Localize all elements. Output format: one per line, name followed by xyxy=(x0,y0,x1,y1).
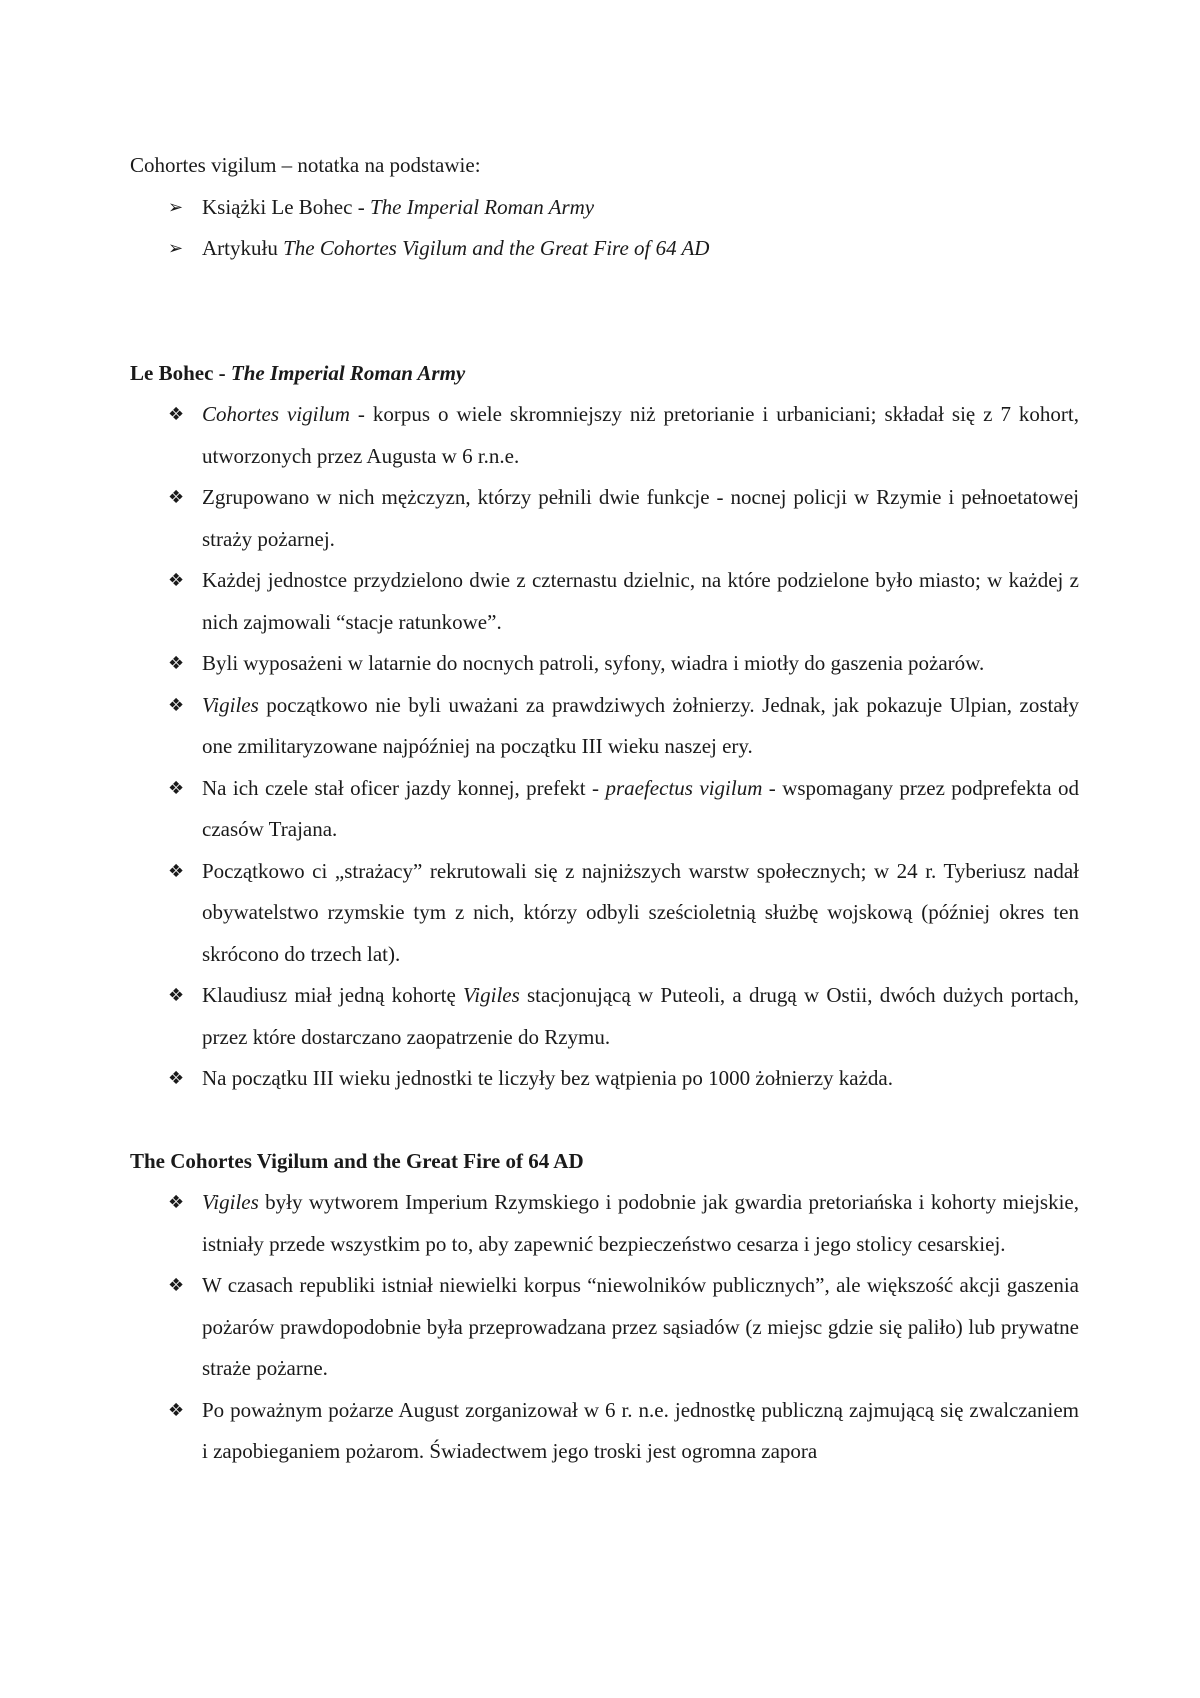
diamond-bullet-icon: ❖ xyxy=(168,404,185,425)
great-fire-bullets xyxy=(130,1182,1079,1473)
diamond-bullet-icon: ❖ xyxy=(168,860,185,882)
source-prefix: Książki Le Bohec - xyxy=(202,194,370,219)
list-item xyxy=(130,975,1079,1058)
diamond-bullet-icon: ❖ xyxy=(168,1275,185,1296)
arrow-bullet-icon: ➢ xyxy=(168,238,184,259)
item-text: Każdej jednostce przydzielono dwie z czternastu dzielnic, na które podzielone było miasto; w każdej z nich zajmowali “stacje ratunkowe”. xyxy=(202,568,1079,634)
diamond-bullet-icon: ❖ xyxy=(168,487,185,508)
item-text: Początkowo ci „strażacy” rekrutowali się z najniższych warstw społecznych; w 24 r. Tyberiusz nadał obywatelstwo rzymskie tym z nich, którzy odbyli sześcioletnią służbę wojskową (później okres ten skrócono do trzech lat). xyxy=(202,858,1079,966)
source-item xyxy=(130,187,1079,229)
item-text: W czasach republiki istniał niewielki korpus “niewolników publicznych”, ale większość akcji gaszenia pożarów prawdopodobnie była przeprowadzana przez sąsiadów (z miejsc gdzie się paliło) lub prywatne straże pożarne. xyxy=(202,1273,1079,1380)
section-heading-great-fire: The Cohortes Vigilum and the Great Fire of 64 AD xyxy=(130,1148,584,1173)
list-item xyxy=(130,1390,1079,1473)
item-text: były wytworem Imperium Rzymskiego i podobnie jak gwardia pretoriańska i kohorty miejskie, istniały przede wszystkim po to, aby zapewnić bezpieczeństwo cesarza i jego stolicy cesarskiej. xyxy=(202,1190,1079,1256)
item-text: - korpus o wiele skromniejszy niż pretorianie i urbaniciani; składał się z 7 kohort, utworzonych przez Augusta w 6 r.n.e. xyxy=(202,402,1080,468)
diamond-bullet-icon: ❖ xyxy=(168,1399,185,1421)
lead-italic: Vigiles xyxy=(202,692,259,717)
list-item xyxy=(130,477,1079,560)
list-item xyxy=(130,768,1079,851)
list-item xyxy=(130,851,1079,976)
source-item xyxy=(130,228,1079,270)
diamond-bullet-icon: ❖ xyxy=(168,1192,185,1213)
diamond-bullet-icon: ❖ xyxy=(168,694,185,716)
arrow-bullet-icon: ➢ xyxy=(168,196,184,218)
source-list xyxy=(130,187,1079,270)
mid-italic: praefectus vigilum xyxy=(605,775,763,800)
item-text: Na początku III wieku jednostki te liczyły bez wątpienia po 1000 żołnierzy każda. xyxy=(202,1066,893,1090)
item-text: - wspomagany przez podprefekta od czasów Trajana. xyxy=(202,775,1080,841)
list-item xyxy=(130,1182,1079,1265)
diamond-bullet-icon: ❖ xyxy=(168,777,185,799)
list-item xyxy=(130,643,1079,685)
diamond-bullet-icon: ❖ xyxy=(168,1068,185,1089)
lead-italic: Cohortes vigilum xyxy=(202,402,350,426)
diamond-bullet-icon: ❖ xyxy=(168,570,185,591)
source-title: The Cohortes Vigilum and the Great Fire of 64 AD xyxy=(283,236,710,260)
source-prefix: Artykułu xyxy=(202,236,284,260)
item-text-before: Klaudiusz miał jedną kohortę xyxy=(202,983,464,1007)
item-text: początkowo nie byli uważani za prawdziwych żołnierzy. Jednak, jak pokazuje Ulpian, zostały one zmilitaryzowane najpóźniej na początku III wieku naszej ery. xyxy=(202,692,1079,758)
list-item xyxy=(130,394,1079,477)
le-bohec-bullets xyxy=(130,394,1079,1100)
list-item xyxy=(130,685,1079,768)
item-text: Byli wyposażeni w latarnie do nocnych patroli, syfony, wiadra i miotły do gaszenia pożarów. xyxy=(202,651,985,675)
item-text: Zgrupowano w nich mężczyzn, którzy pełnili dwie funkcje - nocnej policji w Rzymie i pełnoetatowej straży pożarnej. xyxy=(202,485,1079,551)
list-item xyxy=(130,1265,1079,1390)
source-title: The Imperial Roman Army xyxy=(369,194,595,219)
lead-italic: Vigiles xyxy=(202,1190,259,1214)
item-text: stacjonującą w Puteoli, a drugą w Ostii, dwóch dużych portach, przez które dostarczano zaopatrzenie do Rzymu. xyxy=(202,983,1079,1049)
intro-title: Cohortes vigilum – notatka na podstawie: xyxy=(130,153,481,177)
heading-plain: Le Bohec - xyxy=(130,360,231,385)
document-content xyxy=(130,145,1079,1473)
mid-italic: Vigiles xyxy=(463,983,520,1007)
list-item xyxy=(130,560,1079,643)
diamond-bullet-icon: ❖ xyxy=(168,653,185,674)
item-text: Po poważnym pożarze August zorganizował w 6 r. n.e. jednostkę publiczną zajmującą się zwalczaniem i zapobieganiem pożarom. Świadectwem jego troski jest ogromna zapora xyxy=(202,1397,1079,1463)
list-item xyxy=(130,1058,1079,1100)
diamond-bullet-icon: ❖ xyxy=(168,985,185,1006)
section-heading-le-bohec xyxy=(130,353,1079,395)
item-text-before: Na ich czele stał oficer jazdy konnej, prefekt - xyxy=(202,775,606,800)
heading-italic: The Imperial Roman Army xyxy=(230,360,466,385)
